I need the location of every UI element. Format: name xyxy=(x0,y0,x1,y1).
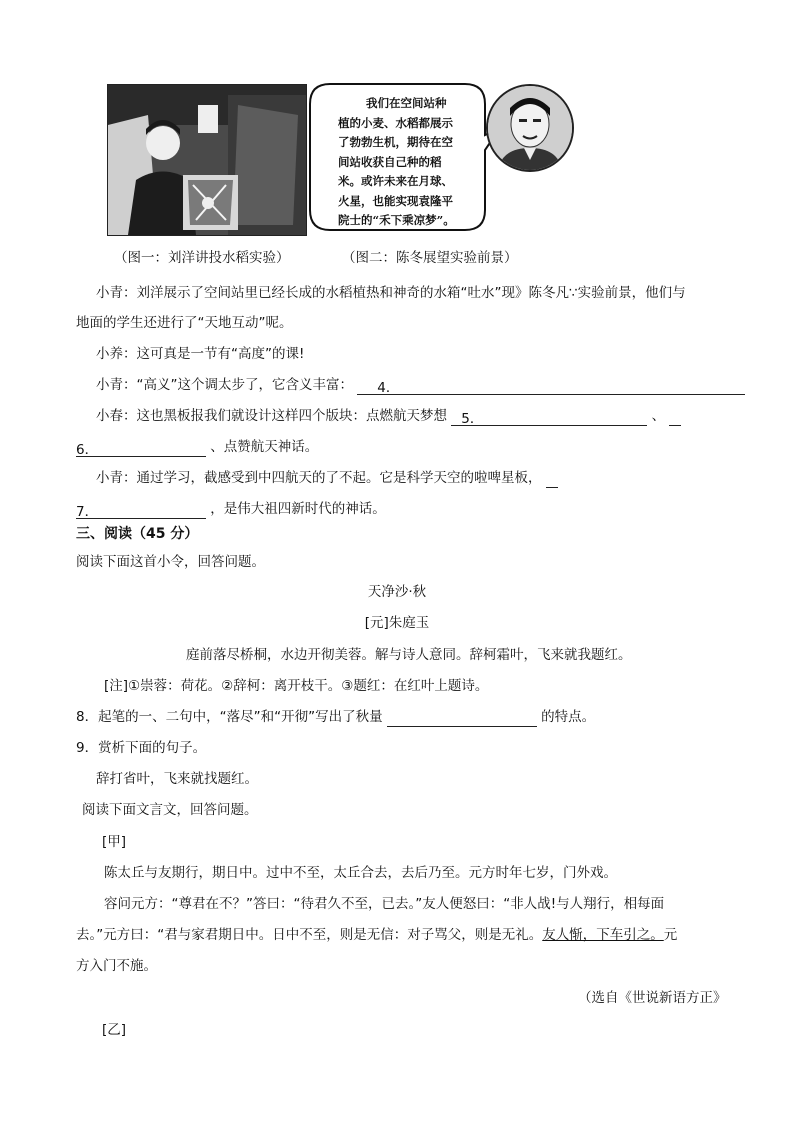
dialogue-line-4-text: 小春：这也黑板报我们就设计这样四个版块：点燃航天梦想 xyxy=(96,408,447,424)
dialogue-line-5 xyxy=(76,437,318,457)
passage-source: （选自《世说新语方正》 xyxy=(578,990,727,1006)
answer-blank-7-start[interactable] xyxy=(546,471,558,488)
question-8-end: 的特点。 xyxy=(541,709,596,725)
question-9-sentence: 辞打省叶，飞来就找题红。 xyxy=(96,771,258,787)
question-8 xyxy=(76,707,595,727)
dialogue-line-7 xyxy=(76,499,386,519)
passage-jia-label: [甲] xyxy=(102,834,127,850)
poem-note: [注]①崇蓉：荷花。②辞柯：离开枝干。③题红：在红叶上题诗。 xyxy=(104,678,489,694)
dialogue-line-3 xyxy=(96,375,745,395)
passage-text-2: 容问元方：“尊君在不？”答曰：“待君久不至，已去。”友人便怒曰：“非人战!与人翔行，相每面 xyxy=(104,896,665,912)
astronaut-photo-image xyxy=(108,85,306,235)
dialogue-line-1: 小青：刘洋展示了空间站里已经长成的水稻植热和神奇的水箱“吐水”现》陈冬凡∵实验前景，他们与 xyxy=(96,285,686,301)
poem-text: 庭前落尽桥桐，水边开彻美蓉。解与诗人意同。辞柯霜叶，飞来就我题红。 xyxy=(186,647,632,663)
section-heading: 三、阅读（45 分） xyxy=(76,526,199,542)
passage-text-3 xyxy=(76,925,677,945)
dialogue-line-4 xyxy=(96,406,681,426)
astronaut-portrait xyxy=(486,84,574,172)
passage-text-4: 方入门不施。 xyxy=(76,958,157,974)
dialogue-line-5-text: 、点赞航天神话。 xyxy=(210,439,319,455)
answer-blank-6-start[interactable] xyxy=(669,409,681,426)
figure-caption-1: （图一：刘洋讲投水稻实验） xyxy=(114,250,290,266)
dialogue-line-2: 小养：这可真是一节有“高度”的课! xyxy=(96,346,305,362)
poem-title: 天净沙·秋 xyxy=(367,584,427,600)
speech-bubble-text: 我们在空间站种 植的小麦、水稻都展示 了勃勃生机，期待在空 间站收获自己种的稻 米。或许未来在月球、 火星，也能实现袁隆平 院士的“禾下乘凉梦”。 xyxy=(338,96,455,227)
dialogue-line-1-cont: 地面的学生还进行了“天地互动”呢。 xyxy=(76,315,293,331)
dialogue-line-6 xyxy=(96,468,558,488)
dialogue-line-3-text: 小青：“高义”这个调太步了，它含义丰富： xyxy=(96,377,353,393)
answer-blank-8[interactable] xyxy=(387,710,537,727)
astronaut-photo xyxy=(107,84,307,236)
figure-caption-2: （图二：陈冬展望实验前景） xyxy=(342,250,518,266)
blank-7-label: 7． xyxy=(76,504,99,520)
passage-text-3a: 去。”元方曰：“君与家君期日中。日中不至，则是无信：对子骂父，则是无礼。 xyxy=(76,927,543,943)
underlined-sentence: 友人惭，下车引之。 xyxy=(542,927,664,943)
dialogue-line-7-text: ，是伟大祖四新时代的神话。 xyxy=(210,501,386,517)
answer-blank-4[interactable] xyxy=(357,378,745,395)
blank-4-label: 4． xyxy=(377,380,400,396)
reading-intro: 阅读下面这首小令，回答问题。 xyxy=(76,554,265,570)
dialogue-line-6-text: 小青：通过学习，截感受到中四航天的了不起。它是科学天空的啦啤星板， xyxy=(96,470,542,486)
answer-blank-7[interactable] xyxy=(76,502,206,519)
blank-5-label: 5． xyxy=(461,411,484,427)
astronaut-portrait-image xyxy=(488,86,572,170)
passage-text-3c: 元 xyxy=(663,927,678,943)
passage-yi-label: [乙] xyxy=(102,1022,127,1038)
answer-blank-6[interactable] xyxy=(76,440,206,457)
blank-6-label: 6． xyxy=(76,442,99,458)
answer-blank-5[interactable] xyxy=(451,409,647,426)
poem-author: [元]朱庭玉 xyxy=(364,615,430,631)
passage-text-1: 陈太丘与友期行，期日中。过中不至，太丘合去，去后乃至。元方时年七岁，门外戏。 xyxy=(104,865,617,881)
classical-intro: 阅读下面文言文，回答问题。 xyxy=(82,802,258,818)
question-8-text: 8．起笔的一、二句中，“落尽”和“开彻”写出了秋量 xyxy=(76,709,383,725)
question-9: 9．赏析下面的句子。 xyxy=(76,740,207,756)
dialogue-line-4-end: 、 xyxy=(651,408,666,424)
